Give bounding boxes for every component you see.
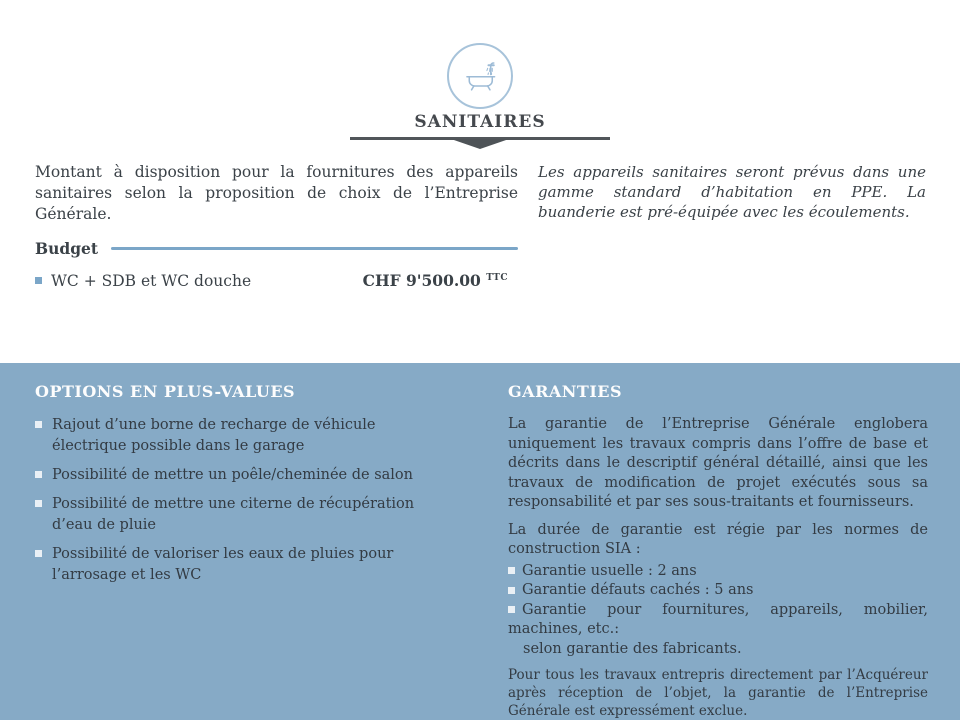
title-divider	[350, 137, 610, 140]
options-heading: OPTIONS EN PLUS-VALUES	[35, 382, 296, 401]
budget-list	[35, 271, 518, 290]
options-item-text: Possibilité de mettre une citerne de récupération d’eau de pluie	[52, 496, 415, 533]
options-list	[35, 415, 435, 586]
garanties-paragraph-2: La durée de garantie est régie par les normes de construction SIA :	[508, 521, 928, 557]
garanties-paragraph-1: La garantie de l’Entreprise Générale englobera uniquement les travaux compris dans l’offre de base et décrits dans le descriptif général détaillé, ainsi que les travaux de modification de projet exécutés sous sa responsabilité et par ses sous-traitants et fournisseurs.	[508, 416, 928, 510]
budget-heading: Budget	[35, 239, 99, 258]
options-list-item	[35, 465, 435, 486]
garanties-item-text: Garantie usuelle : 2 ans	[522, 562, 697, 579]
bathtub-icon	[447, 43, 513, 109]
budget-item-price	[363, 271, 518, 290]
garanties-section	[508, 382, 928, 720]
bullet-square-icon	[508, 567, 515, 574]
options-list-item	[35, 415, 435, 457]
bullet-square-icon	[508, 606, 515, 613]
garanties-item-text: Garantie défauts cachés : 5 ans	[522, 582, 754, 598]
intro-side-note: Les appareils sanitaires seront prévus dans une gamme standard d’habitation en PPE. La buanderie est pré-équipée avec les écoulements.	[538, 163, 926, 221]
garanties-list-item	[508, 581, 928, 601]
budget-item-label: WC + SDB et WC douche	[51, 272, 252, 290]
garanties-list	[508, 562, 928, 640]
budget-section	[35, 239, 518, 290]
bullet-square-icon	[35, 550, 42, 557]
bottom-panel	[0, 363, 960, 720]
garanties-item-text: Garantie pour fournitures, appareils, mobilier, machines, etc.:	[508, 601, 928, 637]
price-value: CHF 9'500.00	[362, 271, 481, 290]
budget-item-row	[35, 271, 518, 290]
bullet-square-icon	[35, 471, 42, 478]
garanties-footnote: Pour tous les travaux entrepris directement par l’Acquéreur après réception de l’objet, la garantie de l’Entreprise Générale est expressément exclue.	[508, 667, 928, 719]
price-suffix: TTC	[486, 272, 508, 283]
options-item-text: Possibilité de mettre un poêle/cheminée de salon	[52, 467, 413, 483]
options-item-text: Possibilité de valoriser les eaux de pluies pour l’arrosage et les WC	[52, 546, 394, 583]
bullet-square-icon	[35, 277, 42, 284]
intro-paragraph: Montant à disposition pour la fournitures des appareils sanitaires selon la proposition de choix de l’Entreprise Générale.	[35, 163, 518, 223]
options-list-item	[35, 544, 435, 586]
options-section	[35, 382, 435, 594]
bullet-square-icon	[35, 500, 42, 507]
bullet-square-icon	[508, 587, 515, 594]
garanties-list-item	[508, 562, 928, 582]
bullet-square-icon	[35, 421, 42, 428]
budget-divider	[111, 247, 518, 250]
options-item-text: Rajout d’une borne de recharge de véhicule électrique possible dans le garage	[52, 417, 376, 454]
garanties-sub-item: selon garantie des fabricants.	[523, 640, 742, 657]
options-list-item	[35, 494, 435, 536]
garanties-list-item	[508, 601, 928, 640]
page-title: SANITAIRES	[414, 112, 546, 132]
garanties-heading: GARANTIES	[508, 382, 623, 401]
